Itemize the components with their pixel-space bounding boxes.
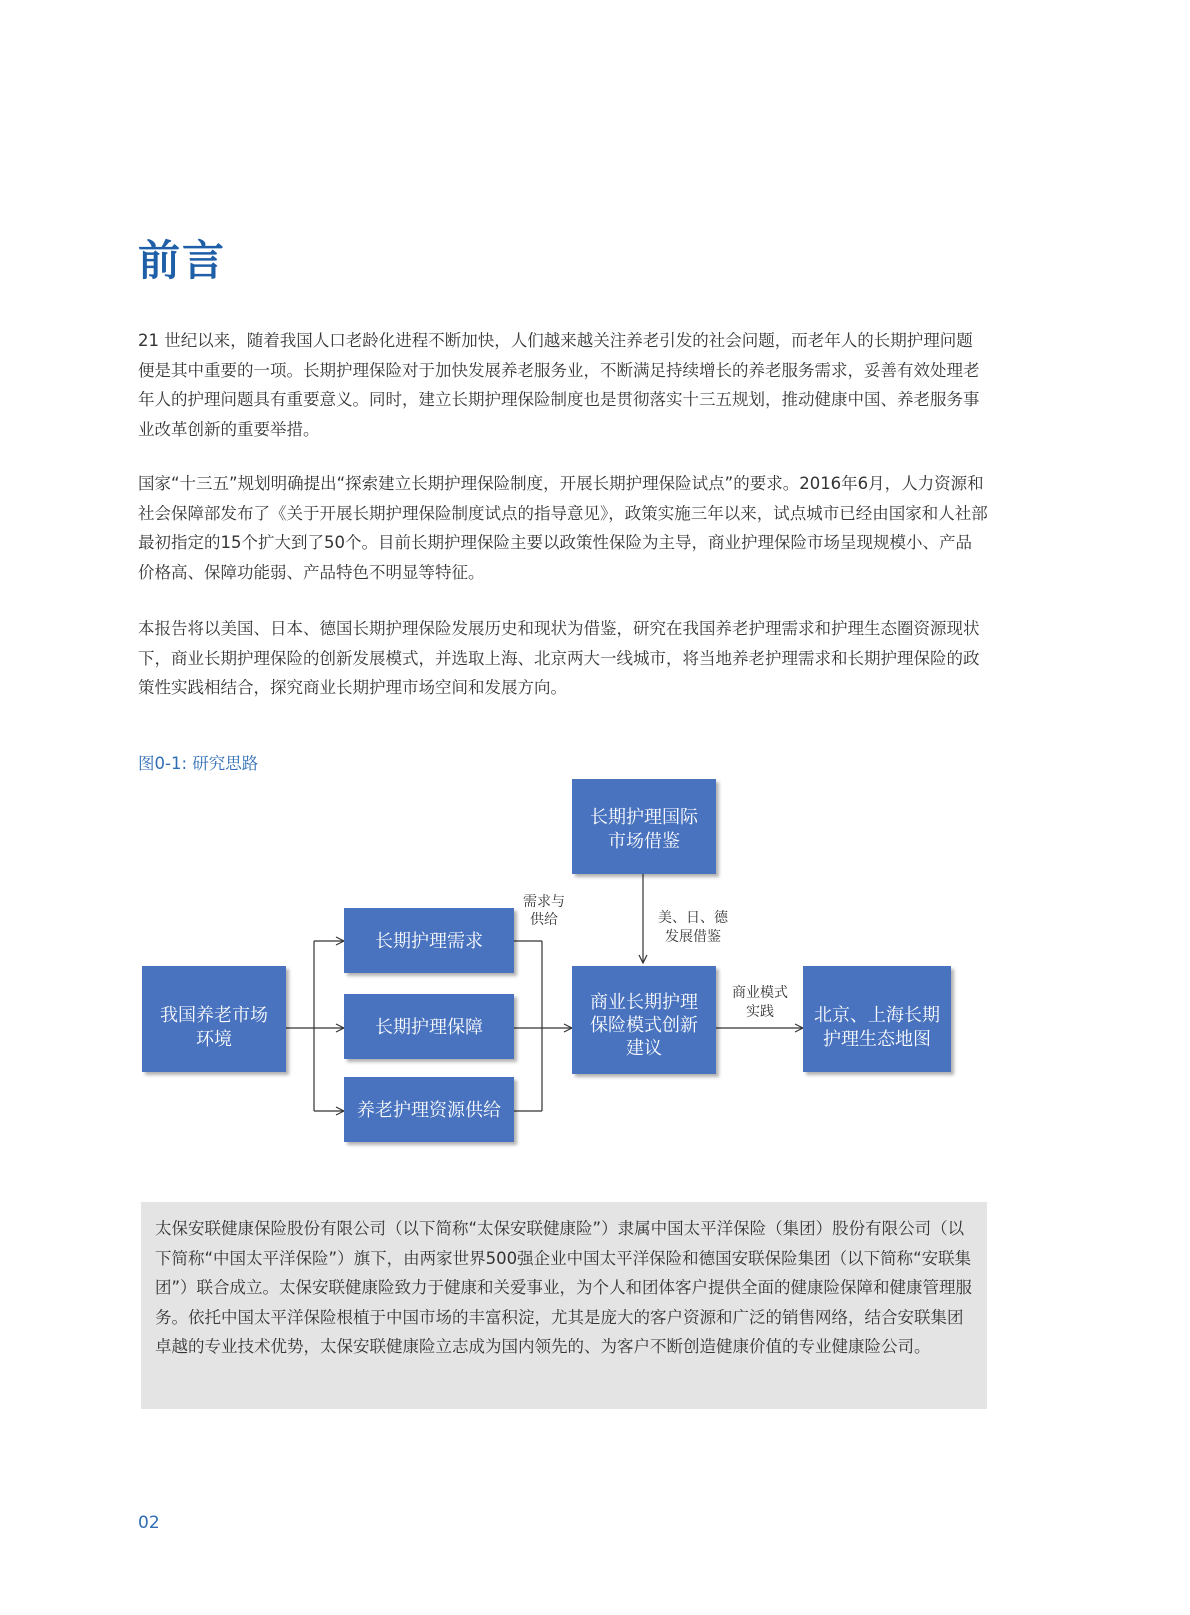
company-note-box	[141, 1202, 987, 1409]
node-ecomap-line-1: 北京、上海长期	[814, 1005, 940, 1026]
node-demand-label: 长期护理需求	[375, 931, 483, 952]
node-guarantee-label: 长期护理保障	[375, 1017, 483, 1038]
page-number: 02	[138, 1513, 160, 1533]
node-international-line-1: 长期护理国际	[590, 807, 698, 828]
edge-label-demand-supply-line-2: 供给	[530, 912, 558, 928]
node-ecomap-line-2: 护理生态地图	[823, 1029, 931, 1050]
node-supply-label: 养老护理资源供给	[357, 1100, 501, 1121]
node-innovation	[572, 966, 716, 1074]
paragraph-2: 国家“十三五”规划明确提出“探索建立长期护理保险制度，开展长期护理保险试点”的要求。2016年6月，人力资源和社会保障部发布了《关于开展长期护理保险制度试点的指导意见》，政策实施三年以来，试点城市已经由国家和人社部最初指定的15个扩大到了50个。目前长期护理保险主要以政策性保险为主导，商业护理保险市场呈现规模小、产品价格高、保障功能弱、产品特色不明显等特征。	[138, 474, 988, 582]
node-international-line-2: 市场借鉴	[608, 831, 680, 852]
edge-label-reference	[658, 910, 729, 945]
node-market-line-2: 环境	[196, 1029, 232, 1050]
node-innovation-line-1: 商业长期护理	[590, 992, 698, 1013]
node-market	[142, 966, 286, 1072]
edge-label-reference-line-1: 美、日、德	[658, 910, 728, 926]
node-market-line-1: 我国养老市场	[160, 1005, 268, 1026]
node-demand	[344, 908, 514, 973]
edge-label-practice-line-2: 实践	[746, 1004, 774, 1020]
edge-label-demand-supply-line-1: 需求与	[523, 894, 565, 910]
paragraph-3: 本报告将以美国、日本、德国长期护理保险发展历史和现状为借鉴，研究在我国养老护理需求和护理生态圈资源现状下，商业长期护理保险的创新发展模式，并选取上海、北京两大一线城市，将当地养老护理需求和长期护理保险的政策性实践相结合，探究商业长期护理市场空间和发展方向。	[138, 619, 980, 697]
node-innovation-line-2: 保险模式创新	[590, 1015, 698, 1036]
node-guarantee	[344, 994, 514, 1059]
figure-caption: 图0-1: 研究思路	[138, 754, 259, 773]
node-innovation-line-3: 建议	[626, 1038, 662, 1059]
paragraph-1: 21 世纪以来，随着我国人口老龄化进程不断加快，人们越来越关注养老引发的社会问题，而老年人的长期护理问题便是其中重要的一项。长期护理保险对于加快发展养老服务业，不断满足持续增长的养老服务需求，妥善有效处理老年人的护理问题具有重要意义。同时，建立长期护理保险制度也是贯彻落实十三五规划，推动健康中国、养老服务事业改革创新的重要举措。	[138, 331, 980, 439]
node-supply	[344, 1077, 514, 1142]
page-title: 前言	[138, 236, 227, 285]
edge-label-demand-supply	[523, 893, 565, 928]
edge-label-practice	[732, 984, 788, 1020]
edge-label-reference-line-2: 发展借鉴	[665, 929, 721, 945]
node-ecomap	[803, 966, 951, 1072]
node-international	[572, 779, 716, 874]
company-note-text: 太保安联健康保险股份有限公司（以下简称“太保安联健康险”）隶属中国太平洋保险（集团）股份有限公司（以下简称“中国太平洋保险”）旗下，由两家世界500强企业中国太平洋保险和德国安联保险集团（以下简称“安联集团”）联合成立。太保安联健康险致力于健康和关爱事业，为个人和团体客户提供全面的健康险保障和健康管理服务。依托中国太平洋保险根植于中国市场的丰富积淀，尤其是庞大的客户资源和广泛的销售网络，结合安联集团卓越的专业技术优势，太保安联健康险立志成为国内领先的、为客户不断创造健康价值的专业健康险公司。	[155, 1219, 973, 1356]
edge-label-practice-line-1: 商业模式	[732, 985, 788, 1001]
